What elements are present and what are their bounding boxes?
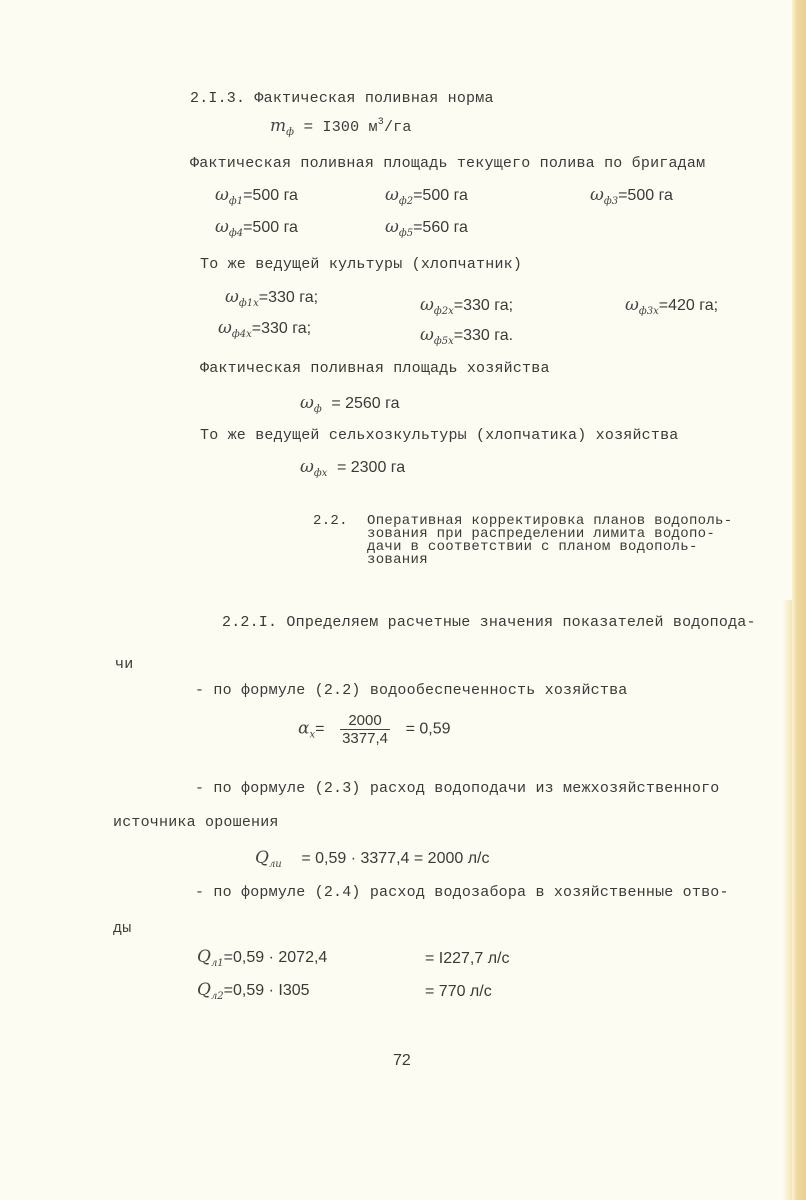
section-213-heading: 2.I.3. Фактическая поливная норма — [190, 90, 494, 107]
page-edge-shadow — [782, 600, 792, 1200]
q-symbol: Q — [255, 848, 269, 868]
value: =500 га — [618, 187, 673, 204]
result: = 0,59 — [405, 720, 451, 738]
subscript: ф5 — [398, 228, 414, 239]
value: =560 га — [413, 219, 468, 236]
subscript: ф4 — [228, 228, 244, 239]
q-outlet-1-result: = I227,7 л/с — [425, 950, 510, 967]
value: = 2560 га — [331, 395, 400, 412]
subscript: ф3 — [603, 196, 619, 207]
subscript: фх — [313, 468, 328, 479]
title-line: зования при распределении лимита водопо- — [367, 526, 716, 542]
omega-symbol: ω — [300, 457, 314, 477]
item3-line2: ды — [113, 920, 132, 937]
omega-symbol: ω — [385, 217, 399, 237]
value: =330 га. — [453, 327, 514, 344]
omega-symbol: ω — [590, 185, 604, 205]
norm-symbol: m — [270, 116, 287, 136]
norm-eq: = — [303, 118, 313, 135]
value: = 0,59 · 3377,4 = 2000 л/с — [301, 850, 490, 867]
leading-crop-5 — [420, 325, 513, 347]
section-22-title — [367, 515, 732, 567]
title-line: дачи в соответствии с планом водополь- — [367, 539, 698, 555]
leading-crop-label: То же ведущей культуры (хлопчатник) — [200, 256, 523, 273]
q-source-formula — [255, 848, 490, 870]
fraction — [340, 712, 390, 747]
norm-formula — [270, 116, 412, 138]
numerator: 2000 — [340, 712, 390, 730]
q-symbol: Q — [197, 980, 211, 1000]
value: =330 га; — [258, 289, 319, 306]
omega-symbol: ω — [420, 325, 434, 345]
item1-label: - по формуле (2.2) водообеспеченность хозяйства — [195, 682, 628, 699]
subscript: ф3х — [638, 306, 659, 317]
omega-symbol: ω — [225, 287, 239, 307]
subscript: л2 — [210, 991, 224, 1002]
alpha-symbol: α — [298, 718, 310, 739]
omega-symbol: ω — [300, 393, 314, 413]
section-221-heading-cont: чи — [115, 656, 134, 673]
alpha-formula — [298, 712, 451, 747]
value: = 2300 га — [336, 459, 406, 476]
denominator: 3377,4 — [342, 730, 388, 747]
title-line: Оперативная корректировка планов водополь- — [367, 513, 733, 529]
expression: =0,59 · 2072,4 — [223, 949, 328, 966]
brigade-5 — [385, 217, 468, 239]
subscript: ф1х — [238, 298, 259, 309]
norm-sup: 3 — [377, 117, 384, 128]
value: =330 га; — [251, 320, 312, 337]
section-22-number: 2.2. — [313, 513, 348, 529]
omega-symbol: ω — [215, 217, 229, 237]
value: =500 га — [413, 187, 468, 204]
farm-area-formula — [300, 393, 400, 415]
q-symbol: Q — [197, 947, 211, 967]
omega-symbol: ω — [385, 185, 399, 205]
subscript: ф2х — [433, 306, 454, 317]
page-edge — [792, 0, 806, 1200]
brigade-4 — [215, 217, 298, 239]
q-outlet-2-result: = 770 л/с — [425, 983, 492, 1000]
omega-symbol: ω — [218, 318, 232, 338]
value: =330 га; — [453, 297, 514, 314]
farm-area-label: Фактическая поливная площадь хозяйства — [200, 360, 550, 377]
subscript: ф2 — [398, 196, 414, 207]
subscript: ф — [313, 404, 322, 415]
brigade-3 — [590, 185, 673, 207]
leading-crop-1 — [225, 287, 318, 309]
item2-line1: - по формуле (2.3) расход водоподачи из межхозяйственного — [195, 780, 720, 797]
page-number: 72 — [393, 1052, 411, 1069]
farm-crop-label: То же ведущей сельхозкультуры (хлопчатика) хозяйства — [200, 427, 679, 444]
value: =500 га — [243, 219, 298, 236]
q-outlet-1 — [197, 947, 327, 969]
norm-value: I300 м — [322, 119, 378, 136]
expression: =0,59 · I305 — [223, 982, 310, 999]
subscript: ф4х — [231, 329, 252, 340]
omega-symbol: ω — [420, 295, 434, 315]
value: =500 га — [243, 187, 298, 204]
eq: = — [315, 720, 325, 738]
norm-subscript: ф — [286, 127, 294, 138]
subscript: ф1 — [228, 196, 244, 207]
title-line: зования — [367, 552, 428, 568]
omega-symbol: ω — [215, 185, 229, 205]
subscript: х — [309, 729, 316, 741]
brigade-2 — [385, 185, 468, 207]
value: =420 га; — [658, 297, 719, 314]
norm-unit: /га — [383, 119, 412, 136]
brigade-1 — [215, 185, 298, 207]
item2-line2: источника орошения — [113, 814, 279, 831]
omega-symbol: ω — [625, 295, 639, 315]
item3-line1: - по формуле (2.4) расход водозабора в хозяйственные отво- — [195, 884, 729, 901]
section-221-heading: 2.2.I. Определяем расчетные значения показателей водопода- — [222, 614, 756, 631]
subscript: л1 — [210, 958, 224, 969]
leading-crop-4 — [218, 318, 311, 340]
leading-crop-3 — [625, 295, 718, 317]
q-outlet-2 — [197, 980, 310, 1002]
subscript: ли — [268, 859, 282, 870]
leading-crop-2 — [420, 295, 513, 317]
brigades-label: Фактическая поливная площадь текущего полива по бригадам — [190, 155, 706, 172]
farm-crop-formula — [300, 457, 405, 479]
subscript: ф5х — [433, 336, 454, 347]
